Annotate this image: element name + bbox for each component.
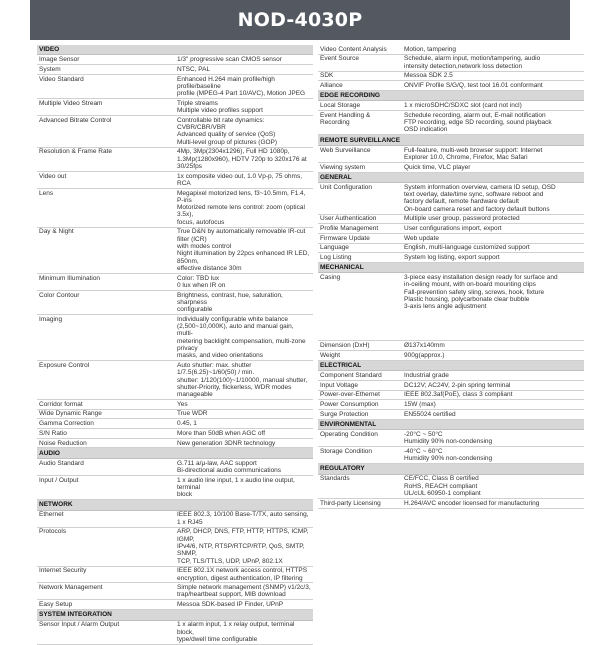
spec-value — [175, 55, 313, 65]
spec-value — [402, 498, 584, 508]
spec-row — [37, 188, 313, 227]
spec-row — [318, 101, 584, 111]
spec-label: Wide Dynamic Range — [37, 409, 175, 419]
spec-value-line: Multiple user group, password protected — [404, 215, 520, 223]
spec-column-left — [37, 45, 313, 645]
spec-value-line — [404, 325, 582, 332]
spec-value-line: New generation 3DNR technology — [177, 439, 276, 447]
spec-value-line: Motion, tampering — [404, 45, 457, 53]
spec-label: Local Storage — [318, 101, 402, 111]
spec-value-line: Auto shutter: max. shutter 1/7.5(6.25)~1/60(50) / min. — [177, 361, 255, 377]
spec-value-line: Megapixel motorized lens, f3~10.5mm, F1.4, P-iris — [177, 189, 306, 204]
spec-value — [402, 253, 584, 263]
spec-value-line: Motorized remote lens control: zoom (optical 3.5x), — [177, 204, 305, 219]
spec-value-line: IEEE 802.3af(PoE), class 3 compliant — [404, 391, 513, 399]
spec-label: Day & Night — [37, 227, 175, 273]
spec-value-line: TCP, TLS/TTLS, UDP, UPnP, 802.1X — [177, 557, 283, 565]
spec-value — [402, 371, 584, 381]
spec-value — [175, 273, 313, 290]
spec-value-line: Schedule, alarm input, motion/tampering, audio — [404, 55, 541, 63]
spec-value — [175, 361, 313, 400]
spec-row — [318, 214, 584, 224]
spec-value-line: System log listing, export support — [404, 253, 500, 261]
spec-value — [402, 273, 584, 341]
spec-row — [318, 162, 584, 172]
spec-value — [402, 341, 584, 351]
spec-value — [175, 315, 313, 361]
spec-label: Component Standard — [318, 371, 402, 381]
spec-value-line: 3-piece easy installation design ready for surface and — [404, 274, 558, 282]
section-header — [37, 500, 313, 510]
spec-label: Standards — [318, 474, 402, 498]
spec-value — [402, 390, 584, 400]
spec-value-line: with modes control — [177, 243, 232, 250]
spec-label: Unit Configuration — [318, 183, 402, 215]
spec-row — [318, 400, 584, 410]
section-header — [318, 135, 584, 145]
spec-label: S/N Ratio — [37, 429, 175, 439]
spec-row — [37, 475, 313, 499]
spec-row — [37, 429, 313, 439]
section-title: MECHANICAL — [318, 262, 584, 272]
spec-label: SDK — [318, 71, 402, 81]
section-title: ELECTRICAL — [318, 360, 584, 370]
spec-row — [37, 116, 313, 148]
spec-value — [175, 429, 313, 439]
spec-value-line: 1x composite video out, 1.0 Vp-p, 75 ohms, RCA — [177, 172, 303, 187]
spec-value — [402, 224, 584, 234]
spec-label: Gamma Correction — [37, 419, 175, 429]
spec-value — [175, 510, 313, 527]
spec-value-line: Industrial grade — [404, 371, 449, 379]
spec-row — [318, 474, 584, 498]
spec-value-line: Advanced quality of service (QoS) — [177, 131, 276, 139]
spec-value-line: FTP recording, edge SD recording, sound playback — [404, 119, 552, 127]
spec-value-line: Yes — [177, 400, 188, 408]
section-title: REMOTE SURVEILLANCE — [318, 135, 584, 145]
spec-row — [318, 447, 584, 464]
spec-value-line: Full-feature, multi-web browser support: Internet — [404, 146, 543, 154]
section-title: VIDEO — [37, 45, 313, 55]
spec-value-line: 1/3" progressive scan CMOS sensor — [177, 56, 282, 64]
spec-value-line: CE/FCC, Class B certified — [404, 475, 479, 483]
spec-value — [175, 227, 313, 273]
spec-value-line: Humidity 90% non-condensing — [404, 438, 493, 446]
spec-row — [318, 233, 584, 243]
spec-value — [402, 447, 584, 464]
spec-value-line: IEEE 802.3, 10/100 Base-T/TX, auto sensing, 1 x RJ45 — [177, 511, 309, 526]
spec-value-line: profile (MPEG-4 Part 10/AVC), Motion JPEG — [177, 90, 306, 98]
spec-row — [37, 620, 313, 644]
spec-value-line: trap/heartbeat support, MIB download — [177, 591, 286, 599]
spec-value-line: factory default, remote hardware default — [404, 198, 519, 206]
spec-value-line: Night illumination by 22pcs enhanced IR LED, 850nm, — [177, 250, 310, 265]
spec-row — [318, 351, 584, 361]
spec-row — [37, 74, 313, 98]
spec-row — [318, 45, 584, 54]
spec-label: Firmware Update — [318, 233, 402, 243]
spec-value-line: H.264/AVC encoder licensed for manufacturing — [404, 499, 540, 507]
spec-value-line: True WDR — [177, 410, 208, 418]
spec-label: Easy Setup — [37, 600, 175, 610]
spec-row — [37, 419, 313, 429]
spec-label: Video out — [37, 171, 175, 188]
spec-label: Input Voltage — [318, 380, 402, 390]
spec-value — [175, 409, 313, 419]
spec-label: Resolution & Frame Rate — [37, 147, 175, 171]
spec-label: Storage Condition — [318, 447, 402, 464]
spec-row — [37, 171, 313, 188]
spec-value — [402, 183, 584, 215]
spec-row — [37, 65, 313, 75]
spec-label: Internet Security — [37, 566, 175, 583]
spec-value-line: 1 x alarm input, 1 x relay output, terminal block, — [177, 621, 295, 636]
spec-row — [318, 71, 584, 81]
spec-label: System — [37, 65, 175, 75]
spec-label: Advanced Bitrate Control — [37, 116, 175, 148]
spec-value-line: shutter: 1/120(100)~1/10000, manual shutter, — [177, 376, 308, 384]
spec-value-line: Explorer 10.0, Chrome, Firefox, Mac Safari — [404, 153, 528, 161]
spec-label: Web Surveillance — [318, 145, 402, 162]
spec-value — [175, 438, 313, 448]
spec-value-line: -20°C ~ 50°C — [404, 430, 443, 438]
spec-value-line: 3-axis lens angle adjustment — [404, 303, 487, 311]
spec-label: Viewing system — [318, 162, 402, 172]
spec-row — [37, 147, 313, 171]
spec-row — [37, 315, 313, 361]
spec-value-line: Individually configurable white balance — [177, 315, 288, 323]
spec-row — [37, 361, 313, 400]
spec-label: Exposure Control — [37, 361, 175, 400]
spec-row — [37, 583, 313, 600]
spec-value-line: Plastic housing, polycarbonate clear bubble — [404, 296, 530, 303]
spec-label: Sensor Input / Alarm Output — [37, 620, 175, 644]
spec-row — [318, 273, 584, 341]
spec-row — [37, 600, 313, 610]
spec-label: Surge Protection — [318, 409, 402, 419]
spec-label: User Authentication — [318, 214, 402, 224]
spec-row — [318, 81, 584, 91]
section-title: REGULATORY — [318, 464, 584, 474]
spec-value — [175, 400, 313, 410]
spec-value — [402, 233, 584, 243]
spec-value — [402, 400, 584, 410]
spec-label: Power-over-Ethernet — [318, 390, 402, 400]
spec-value-line: DC12V; AC24V, 2-pin spring terminal — [404, 381, 511, 389]
spec-value — [402, 101, 584, 111]
spec-value — [175, 475, 313, 499]
spec-row — [318, 409, 584, 419]
spec-value-line: (2,500~10,000K), auto and manual gain, multi- — [177, 323, 294, 338]
spec-value-line: Schedule recording, alarm out, E-mail notification — [404, 111, 546, 119]
spec-value — [402, 111, 584, 135]
spec-value — [175, 620, 313, 644]
spec-row — [37, 458, 313, 475]
spec-value — [402, 214, 584, 224]
spec-value-line: OSD indication — [404, 126, 448, 134]
spec-value-line: Humidity 90% non-condensing — [404, 455, 493, 463]
spec-value-line: 1 x microSDHC/SDXC slot (card not incl) — [404, 102, 522, 110]
spec-value — [402, 162, 584, 172]
spec-value-line: EN55024 certified — [404, 410, 456, 418]
spec-row — [318, 371, 584, 381]
spec-value — [175, 566, 313, 583]
spec-label: Imaging — [37, 315, 175, 361]
spec-value-line: G.711 a/μ-law, AAC support — [177, 459, 257, 467]
spec-value-line: Messoa SDK-based IP Finder, UPnP — [177, 601, 284, 609]
spec-value-line: Controllable bit rate dynamics: CVBR/CBR/VBR — [177, 116, 265, 132]
spec-label: Noise Reduction — [37, 438, 175, 448]
spec-row — [318, 145, 584, 162]
spec-value-line: IPv4/6, NTP, RTSP/RTCP/RTP, QoS, SMTP, SNMP, — [177, 542, 305, 558]
spec-label: Ethernet — [37, 510, 175, 527]
spec-row — [37, 566, 313, 583]
spec-label: Minimum Illumination — [37, 273, 175, 290]
spec-value-line: Ø137x140mm — [404, 342, 445, 350]
spec-row — [37, 438, 313, 448]
section-title: GENERAL — [318, 172, 584, 182]
spec-column-right — [318, 45, 584, 509]
spec-value — [175, 419, 313, 429]
spec-label: Weight — [318, 351, 402, 361]
spec-value-line: ONVIF Profile S/G/Q, test tool 16.01 conformant — [404, 82, 543, 89]
spec-value — [175, 527, 313, 566]
spec-value-line: masks, and video orientations — [177, 352, 263, 360]
spec-value-line: Enhanced H.264 main profile/high profile/baseline — [177, 75, 275, 90]
spec-value-line: type/dwell time configurable — [177, 635, 258, 643]
spec-value-line: configurable — [177, 306, 213, 314]
spec-value — [175, 600, 313, 610]
spec-value-line: NTSC, PAL — [177, 65, 211, 73]
spec-value — [175, 65, 313, 75]
spec-row — [37, 400, 313, 410]
spec-value — [175, 583, 313, 600]
spec-row — [318, 253, 584, 263]
spec-value-line: in-ceiling mount, with on-board mounting clips — [404, 281, 536, 289]
spec-value — [402, 243, 584, 253]
spec-label: Video Content Analysis — [318, 45, 402, 54]
section-title: AUDIO — [37, 448, 313, 458]
spec-label: Alliance — [318, 81, 402, 91]
spec-value-line — [404, 311, 582, 318]
spec-row — [318, 54, 584, 71]
spec-value-line: intensity detection,network loss detection — [404, 62, 523, 70]
spec-value-line: Messoa SDK 2.5 — [404, 72, 453, 80]
spec-value-line: focus, autofocus — [177, 218, 225, 226]
spec-label: Event Handling & Recording — [318, 111, 402, 135]
spec-label: Multiple Video Stream — [37, 99, 175, 116]
spec-label: Image Sensor — [37, 55, 175, 65]
spec-value-line: Web update — [404, 234, 439, 242]
spec-value-line: More than 50dB when AGC off — [177, 429, 266, 437]
spec-value-line: 1 x audio line input, 1 x audio line output, terminal — [177, 476, 295, 491]
spec-row — [37, 527, 313, 566]
spec-value — [175, 116, 313, 148]
spec-value-line: block — [177, 491, 193, 499]
spec-value — [175, 147, 313, 171]
spec-value — [175, 188, 313, 227]
spec-value-line — [404, 318, 582, 325]
spec-value-line: User configurations import, export — [404, 224, 502, 232]
spec-value-line: IEEE 802.1X network access control, HTTPS — [177, 567, 308, 575]
spec-row — [37, 99, 313, 116]
section-header — [318, 464, 584, 474]
spec-row — [318, 430, 584, 447]
spec-value — [402, 45, 584, 54]
spec-value-line: metering backlight compensation, multi-zone privacy — [177, 337, 306, 352]
spec-value — [402, 409, 584, 419]
spec-value-line: 30/25fps — [177, 162, 202, 170]
spec-value-line: effective distance 30m — [177, 264, 242, 272]
spec-value — [402, 351, 584, 361]
spec-value-line: Quick time, VLC player — [404, 163, 471, 171]
spec-value — [175, 171, 313, 188]
spec-label: Power Consumption — [318, 400, 402, 410]
spec-label: Video Standard — [37, 74, 175, 98]
spec-label: Dimension (DxH) — [318, 341, 402, 351]
spec-value-line: Triple streams — [177, 99, 218, 107]
section-title: EDGE RECORDING — [318, 90, 584, 100]
spec-label: Audio Standard — [37, 458, 175, 475]
spec-row — [318, 183, 584, 215]
spec-value — [402, 474, 584, 498]
spec-label: Event Source — [318, 54, 402, 71]
spec-value-line: encryption, digest authentication, IP filtering — [177, 574, 303, 582]
spec-value — [402, 54, 584, 71]
spec-row — [37, 227, 313, 273]
spec-value-line: Color: TBD lux — [177, 274, 220, 282]
section-header — [318, 90, 584, 100]
section-header — [37, 45, 313, 55]
spec-label: Color Contour — [37, 290, 175, 314]
spec-value-line: English, multi-language customized support — [404, 244, 530, 252]
spec-value-line: RoHS, REACH compliant — [404, 482, 478, 490]
spec-value-line: shutter-Priority, flickerless, WDR modes manageable — [177, 383, 292, 399]
spec-value — [175, 99, 313, 116]
section-header — [37, 448, 313, 458]
spec-table-left — [37, 45, 313, 645]
section-header — [318, 419, 584, 429]
section-header — [318, 262, 584, 272]
spec-value-line: 0.45, 1 — [177, 420, 197, 428]
section-title: SYSTEM INTEGRATION — [37, 610, 313, 620]
spec-row — [318, 243, 584, 253]
spec-table-right — [318, 45, 584, 509]
spec-row — [318, 224, 584, 234]
spec-value-line: Bi-directional audio communications — [177, 466, 282, 474]
spec-value-line — [404, 332, 582, 339]
spec-value-line: True D&N by automatically removable IR-cut filter (ICR) — [177, 228, 306, 243]
product-title: NOD-4030P — [237, 9, 363, 31]
section-header — [37, 610, 313, 620]
spec-value-line: 4Mp, 3Mp(2304x1296), Full HD 1080p, — [177, 148, 290, 156]
spec-label: Corridor format — [37, 400, 175, 410]
spec-value-line: Brightness, contrast, hue, saturation, sharpness — [177, 291, 283, 306]
spec-value-line: 900g(approx.) — [404, 351, 445, 359]
spec-row — [318, 390, 584, 400]
spec-row — [37, 55, 313, 65]
spec-value — [175, 458, 313, 475]
spec-label: Third-party Licensing — [318, 498, 402, 508]
spec-value-line: System information overview, camera ID setup, OSD — [404, 183, 556, 191]
spec-value — [175, 290, 313, 314]
spec-value-line: Multi-level group of pictures (GOP) — [177, 138, 278, 146]
spec-row — [318, 341, 584, 351]
section-title: ENVIRONMENTAL — [318, 419, 584, 429]
spec-label: Language — [318, 243, 402, 253]
spec-value — [402, 81, 584, 91]
spec-row — [318, 111, 584, 135]
spec-value — [402, 380, 584, 390]
spec-value-line: 0 lux when IR on — [177, 281, 226, 289]
section-header — [318, 172, 584, 182]
spec-label: Casing — [318, 273, 402, 341]
spec-value-line: 15W (max) — [404, 401, 436, 408]
spec-value-line: 1.3Mp(1280x960), HDTV 720p to 320x176 at — [177, 155, 307, 163]
spec-value — [402, 430, 584, 447]
spec-label: Protocols — [37, 527, 175, 566]
spec-row — [37, 409, 313, 419]
spec-value — [175, 74, 313, 98]
spec-row — [318, 498, 584, 508]
spec-label: Network Management — [37, 583, 175, 600]
spec-row — [318, 380, 584, 390]
spec-value — [402, 145, 584, 162]
spec-row — [37, 290, 313, 314]
spec-label: Input / Output — [37, 475, 175, 499]
spec-value-line: -40°C ~ 60°C — [404, 447, 443, 455]
spec-value-line: Fall-prevention safety sling, screws, hook, fixture — [404, 288, 545, 296]
spec-value — [402, 71, 584, 81]
spec-value-line: Simple network management (SNMP) v1/2c/3, — [177, 584, 311, 592]
spec-value-line: text overlay, date/time sync, software reboot and — [404, 191, 544, 198]
spec-row — [37, 273, 313, 290]
spec-value-line: UL/cUL 60950-1 compliant — [404, 489, 481, 497]
spec-value-line: On-board camera reset and factory default buttons — [404, 205, 550, 213]
spec-label: Profile Management — [318, 224, 402, 234]
header-banner — [30, 0, 570, 40]
spec-row — [37, 510, 313, 527]
section-title: NETWORK — [37, 500, 313, 510]
section-header — [318, 360, 584, 370]
spec-label: Log Listing — [318, 253, 402, 263]
spec-value-line: ARP, DHCP, DNS, FTP, HTTP, HTTPS, ICMP, IGMP, — [177, 528, 309, 543]
spec-value-line: Multiple video profiles support — [177, 107, 263, 115]
spec-label: Lens — [37, 188, 175, 227]
spec-label: Operating Condition — [318, 430, 402, 447]
